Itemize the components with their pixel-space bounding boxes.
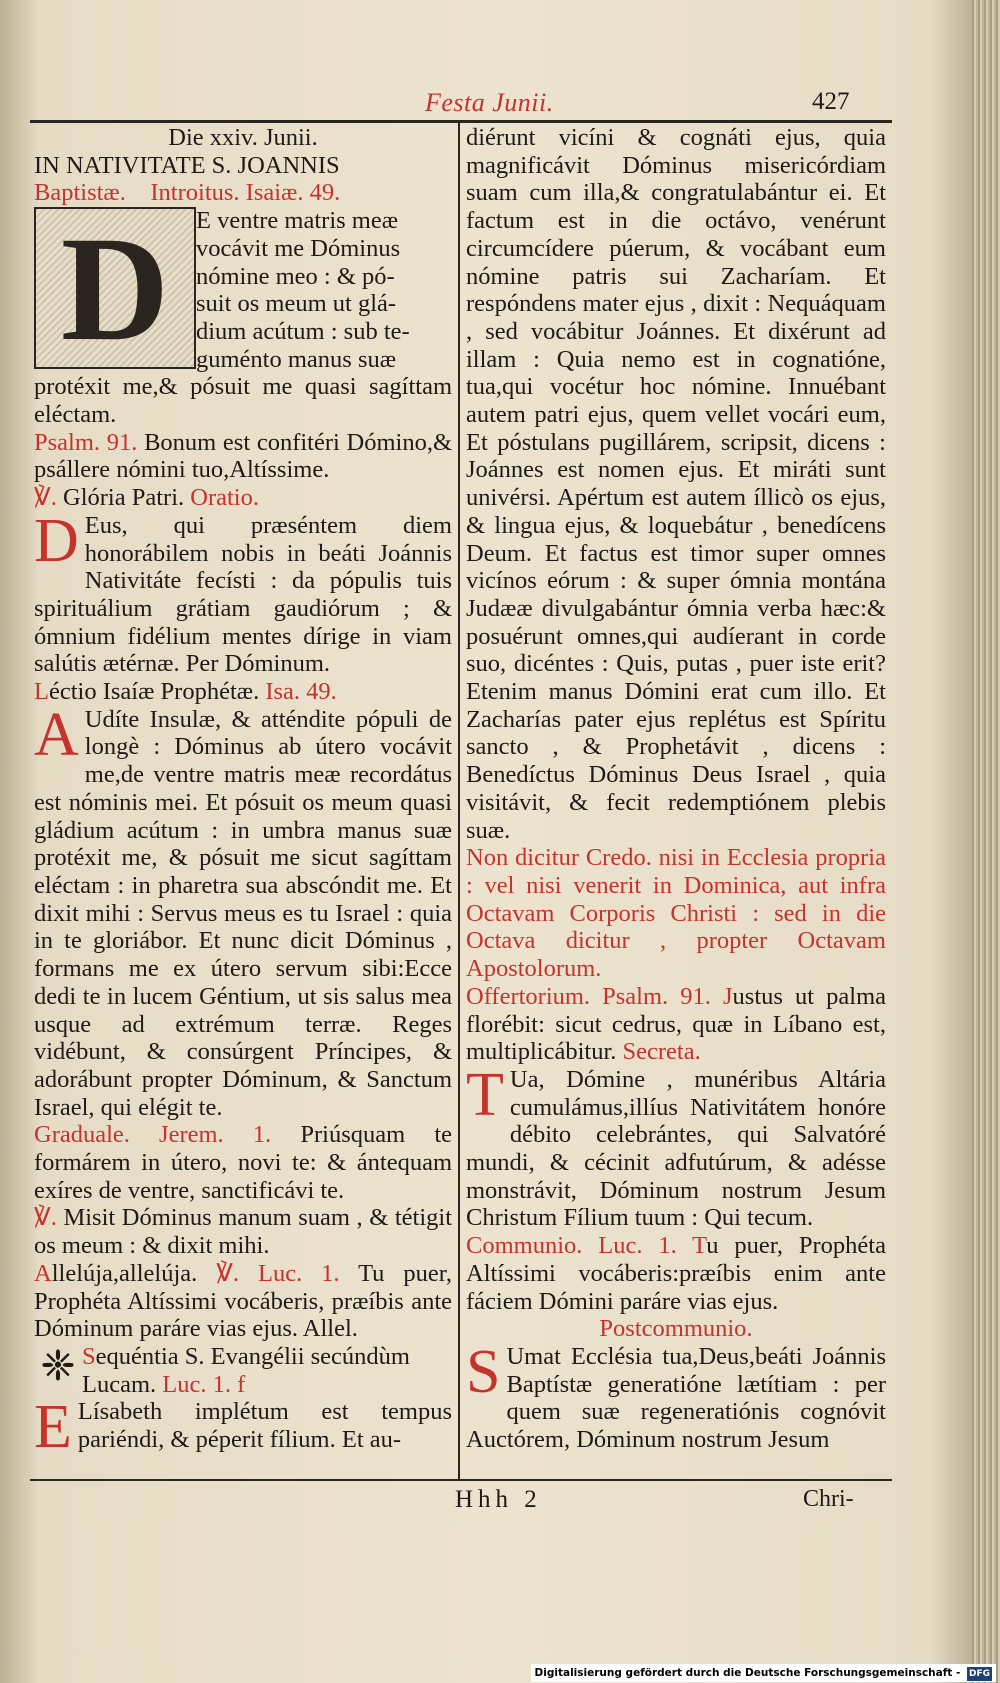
introit-line-3: nómine meo : & pó- [196,262,395,290]
versicle-symbol: ℣. [34,484,57,512]
introit-block [34,207,452,373]
gospel-paragraph [34,1393,452,1462]
gospel-continuation: diérunt vicíni & cognáti ejus, quia magnificávit Dóminus misericórdiam suam cum illa,& congratulabántur ei. Et factum est in die octávo, venérunt circumcídere púerum, & vocábant eum nómine patris sui Zacharíam. Et respóndens mater ejus , dixit : Nequáquam , sed vocábitur Joánnes. Et dixérunt ad illam : Quia nemo est in cognatióne, tua,qui vocétur hoc nómine. Innuébant autem patri ejus, quem vellet vocári eum, Et póstulans pugillárem, scripsit, dicens : Joánnes est nomen ejus. Et miráti sunt univérsi. Apértum est autem íllicò os ejus, & lingua ejus, & loquebátur , benedícens Deum. Et factus est timor super omnes vicínos eórum : & super ómnia montána Judææ divulgabántur ómnia verba hæc:& posuérunt omnes,qui audíerant in corde suo, dicéntes : Quis, putas , puer iste erit? Etenim manus Dómini erat cum illo. Et Zacharías pater ejus replétus est Spíritu sancto , & Prophetávit , dicens : Benedíctus Dóminus Deus Israel , quia visitávit, & fecit redemptiónem plebis suæ. [466,124,886,844]
offertorium-label: Offertorium. Psalm. 91. [466,982,711,1010]
credo-rubric: Non dicitur Credo. nisi in Ecclesia propria : vel nisi venerit in Dominica, aut infra Octavam Corporis Christi : sed in die Octava dicitur , propter Octavam Apostolorum. [466,844,886,983]
communio-text: u puer, Prophéta Altíssimi vocáberis:præíbis enim ante fáciem Dómini paráre vias ejus. [466,1232,886,1315]
introit-line-5: dium acútum : sub te- [196,317,410,345]
psalm-verse [34,429,452,484]
oratio-paragraph [34,506,452,678]
alleluia-text: llelúja,allelúja. [51,1259,198,1287]
introit-line-1: E ventre matris meæ [196,207,399,235]
feast-title [34,152,452,207]
oratio-drop-cap: D [34,506,79,575]
introit-line-4: suit os meum ut glá- [196,290,397,318]
lectio-initial: L [34,678,49,706]
page-edge [972,0,1000,1683]
gloria-text: Glória Patri. [63,484,185,512]
psalm-label: Psalm. 91. [34,428,138,456]
lectio-paragraph [34,700,452,1122]
communio-initial: T [692,1232,707,1260]
secreta-drop-cap: T [466,1060,504,1129]
graduale-paragraph [34,1121,452,1204]
postcommunio-paragraph [466,1337,886,1454]
feast-title-main: IN NATIVITATE S. JOANNIS [34,151,340,179]
oratio-label: Oratio. [190,484,259,512]
fleuron-icon: ❈ [40,1343,76,1390]
postcommunio-drop-cap: S [466,1337,501,1406]
decorated-initial-letter: D [60,207,170,373]
feast-title-cont: Baptistæ. [34,179,126,207]
postcommunio-label: Postcommunio. [599,1315,753,1343]
page-number: 427 [812,88,850,115]
signature-mark: Hhh 2 [455,1486,542,1513]
catchword: Chri- [803,1486,854,1512]
psalm-text: Bonum est confitéri Dómino,& psállere nómini tuo,Altíssime. [34,428,453,484]
bottom-rule [30,1479,892,1481]
lectio-label: éctio Isaíæ Prophétæ. [48,678,260,706]
gloria-line [34,484,452,512]
graduale-versicle-paragraph [34,1204,452,1259]
lectio-drop-cap: A [34,700,79,769]
postcommunio-text: Umat Ecclésia tua,Deus,beáti Joánnis Baptístæ generatióne lætítiam : per quem suæ regeneratiónis cognóvit Auctórem, Dóminum nostrum Jesum [466,1342,886,1454]
feast-date: Die xxiv. Junii. [168,124,318,151]
offertorium-initial: J [722,982,733,1010]
alleluia-initial: A [34,1259,52,1287]
sequentia-block [34,1343,452,1398]
column-divider [458,122,460,1479]
right-column [466,124,886,1454]
sequentia-initial: S [82,1342,96,1370]
introit-tail: protéxit me,& pósuit me quasi sagíttam eléctam. [34,373,452,429]
gospel-text: Lísabeth implétum est tempus pariéndi, & péperit fílium. Et au- [77,1398,452,1454]
introit-line-2: vocávit me Dóminus [196,234,401,262]
gospel-drop-cap: E [34,1393,72,1462]
top-rule [30,120,892,123]
introit-line-6: guménto manus suæ [196,345,397,373]
oratio-text: Eus, qui præséntem diem honorábilem nobis in beáti Joánnis Nativitáte fecísti : da pópulis tuis spirituálium grátiam gaudiórum ; & ómnium fidélium mentes dírige in viam salútis ætérnæ. Per Dóminum. [34,511,452,678]
communio-paragraph [466,1232,886,1315]
secreta-text: Ua, Dómine , munéribus Altária cumulámus,illíus Nativitátem honóre débito celebrántes, qui Salvatóré mundi, & cécinit adfutúrum, & adésse monstrávit, Dóminum nostrum Jesum Christum Fílium tuum : Qui tecum. [466,1065,886,1232]
offertorium-paragraph [466,983,886,1066]
dfg-logo-icon: DFG [968,1669,990,1679]
credit-text: Digitalisierung gefördert durch die Deutsche Forschungsgemeinschaft - [534,1667,961,1679]
introit-label: Introitus. Isaiæ. 49. [150,179,341,207]
digitization-credit [531,1664,996,1682]
alleluia-rest: Tu puer, Prophéta Altíssimi vocáberis, præíbis ante Dóminum paráre vias ejus. Allel. [34,1259,453,1343]
offertorium-text: ustus ut palma florébit: sicut cedrus, quæ in Líbano est, multiplicábitur. [466,982,887,1066]
left-column [34,124,453,1462]
alleluia-ref: ℣. Luc. 1. [216,1259,340,1287]
alleluia-paragraph [34,1260,452,1343]
sequentia-ref: Luc. 1. f [162,1370,246,1398]
decorated-initial-d [34,207,196,373]
sequentia-text: equéntia S. Evangélii secúndùm Lucam. [82,1342,410,1398]
lectio-text: Udíte Insulæ, & atténdite pópuli de longè : Dóminus ab útero vocávit me,de ventre matris meæ recordátus est nóminis mei. Et pósuit os meum quasi gládium acútum : in umbra manus suæ protéxit me, & pósuit me sicut sagíttam eléctam : in pharetra sua abscóndit me. Et dixit mihi : Servus meus es tu Israel : quia in te gloriábor. Et nunc dicit Dóminus , formans me ex útero servum sibi:Ecce dedi te in lucem Géntium, ut sis salus mea usque ad extrémum terræ. Reges vidébunt, & consúrgent Príncipes, & adorábunt propter Dóminum, & Sanctum Israel, qui elégit te. [34,705,452,1121]
graduale-versicle-symbol: ℣. [34,1204,57,1232]
secreta-paragraph [466,1060,886,1232]
graduale-label: Graduale. Jerem. 1. [34,1121,272,1149]
lectio-heading [34,678,452,706]
graduale-versicle-text: Misit Dóminus manum suam , & tétigit os meum : & dixit mihi. [34,1204,453,1260]
communio-label: Communio. Luc. 1. [466,1232,677,1260]
graduale-text: Priúsquam te formárem in útero, novi te: & ántequam exíres de ventre, sanctificávi te. [34,1121,452,1204]
secreta-label: Secreta. [622,1038,701,1066]
running-header-title: Festa Junii. [425,88,554,117]
lectio-ref: Isa. 49. [265,678,337,706]
